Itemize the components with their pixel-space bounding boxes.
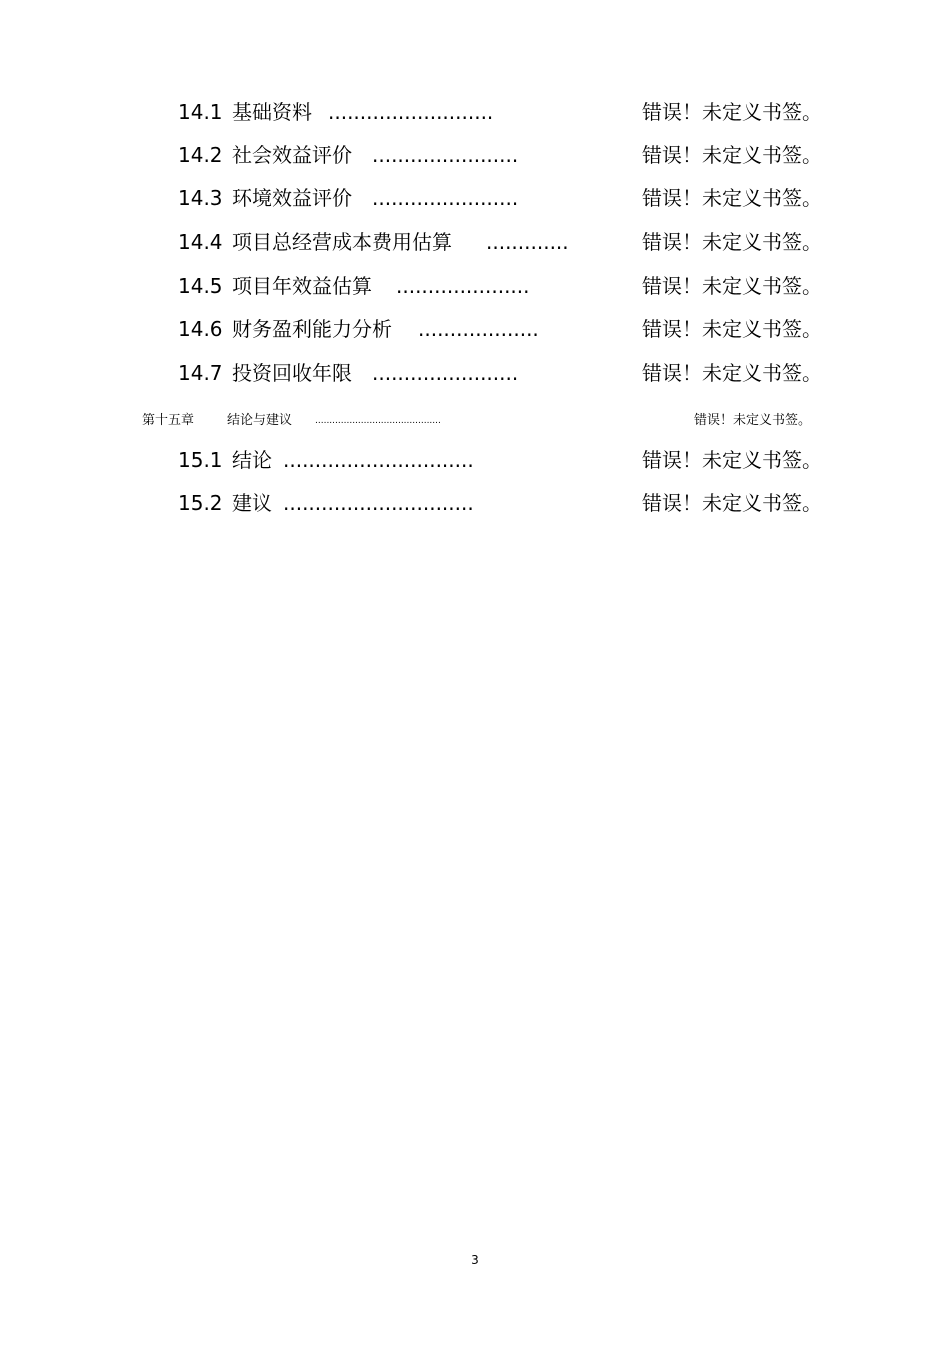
toc-entry-number: 14.3 [178, 186, 223, 210]
toc-entry-number: 14.2 [178, 143, 223, 167]
toc-entry-number: 14.6 [178, 317, 223, 341]
toc-entry-title: 社会效益评价 [232, 143, 352, 167]
toc-entry-leader-dots: ..................... [396, 274, 530, 298]
toc-entry-number: 14.5 [178, 274, 223, 298]
toc-entry-page-ref: 错误！未定义书签。 [642, 491, 822, 515]
toc-entry-title: 投资回收年限 [232, 361, 352, 385]
toc-entry-page-ref: 错误！未定义书签。 [642, 317, 822, 341]
toc-entry-title: 结论 [232, 448, 272, 472]
toc-entry-15-2[interactable] [0, 491, 950, 515]
toc-chapter-title: 结论与建议 [227, 413, 293, 428]
toc-entry-page-ref: 错误！未定义书签。 [642, 100, 822, 124]
toc-entry-page-ref: 错误！未定义书签。 [642, 230, 822, 254]
toc-entry-leader-dots: ................... [418, 317, 539, 341]
toc-entry-leader-dots: ....................... [372, 186, 519, 210]
toc-entry-page-ref: 错误！未定义书签。 [642, 186, 822, 210]
toc-entry-title: 项目总经营成本费用估算 [232, 230, 452, 254]
toc-entry-15-1[interactable] [0, 448, 950, 472]
toc-entry-number: 14.7 [178, 361, 223, 385]
toc-entry-page-ref: 错误！未定义书签。 [694, 413, 812, 428]
toc-entry-leader-dots: ............. [486, 230, 569, 254]
toc-entry-page-ref: 错误！未定义书签。 [642, 448, 822, 472]
toc-entry-14-1[interactable] [0, 100, 950, 124]
toc-chapter-number: 第十五章 [142, 413, 195, 428]
toc-entry-number: 14.1 [178, 100, 223, 124]
toc-entry-14-2[interactable] [0, 143, 950, 167]
toc-entry-title: 财务盈利能力分析 [232, 317, 392, 341]
toc-entry-leader-dots: .......................... [328, 100, 494, 124]
toc-entry-page-ref: 错误！未定义书签。 [642, 361, 822, 385]
toc-entry-leader-dots: .............................. [283, 448, 474, 472]
toc-entry-number: 14.4 [178, 230, 223, 254]
toc-entry-number: 15.1 [178, 448, 223, 472]
toc-entry-number: 15.2 [178, 491, 223, 515]
toc-entry-14-6[interactable] [0, 317, 950, 341]
toc-entry-14-5[interactable] [0, 274, 950, 298]
toc-entry-title: 建议 [232, 491, 272, 515]
toc-entry-14-4[interactable] [0, 230, 950, 254]
toc-entry-title: 环境效益评价 [232, 186, 352, 210]
toc-entry-title: 基础资料 [232, 100, 312, 124]
toc-entry-page-ref: 错误！未定义书签。 [642, 143, 822, 167]
toc-entry-leader-dots: ............................................ [315, 416, 441, 426]
toc-entry-14-7[interactable] [0, 361, 950, 385]
toc-entry-leader-dots: ....................... [372, 143, 519, 167]
toc-entry-title: 项目年效益估算 [232, 274, 372, 298]
toc-entry-14-3[interactable] [0, 186, 950, 210]
toc-entry-leader-dots: .............................. [283, 491, 474, 515]
page-number: 3 [471, 1253, 479, 1267]
toc-entry-leader-dots: ....................... [372, 361, 519, 385]
toc-entry-page-ref: 错误！未定义书签。 [642, 274, 822, 298]
toc-entry-chapter-15[interactable] [0, 413, 950, 429]
